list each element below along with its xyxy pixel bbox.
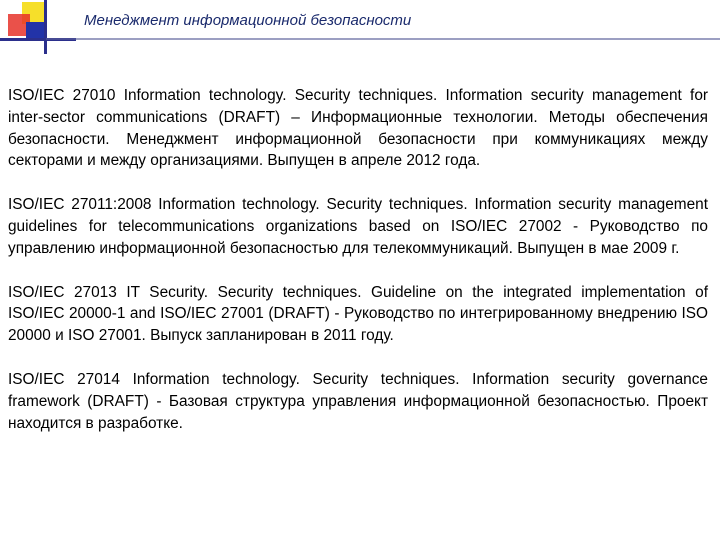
- slide-logo-decoration: [0, 0, 80, 56]
- paragraph-iso-27014: ISO/IEC 27014 Information technology. Security techniques. Information security governance framework (DRAFT) - Базовая структура управления информационной безопасностью. Проект находится в разработке.: [8, 370, 708, 432]
- vertical-bar-decoration: [44, 0, 47, 54]
- paragraph-iso-27011: ISO/IEC 27011:2008 Information technology. Security techniques. Information security management guidelines for telecommunications organizations based on ISO/IEC 27002 - Руководство по управлению информационной безопасностью для телекоммуникаций. Выпущен в мае 2009 г.: [8, 196, 708, 257]
- slide-title: Менеджмент информационной безопасности: [84, 12, 412, 29]
- slide-content: [8, 85, 708, 456]
- paragraph-iso-27010: ISO/IEC 27010 Information technology. Security techniques. Information security management for inter-sector communications (DRAFT) – Информационные технологии. Методы обеспечения безопасности. Менеджмент информационной безопасности при коммуникациях между секторами и между организациями. Выпущен в апреле 2012 года.: [8, 87, 708, 170]
- paragraph-iso-27013: ISO/IEC 27013 IT Security. Security techniques. Guideline on the integrated implementation of ISO/IEC 20000-1 and ISO/IEC 27001 (DRAFT) - Руководство по интегрированному внедрению ISO 20000 и ISO 27001. Выпуск запланирован в 2011 году.: [8, 283, 708, 345]
- header-divider: [46, 38, 720, 40]
